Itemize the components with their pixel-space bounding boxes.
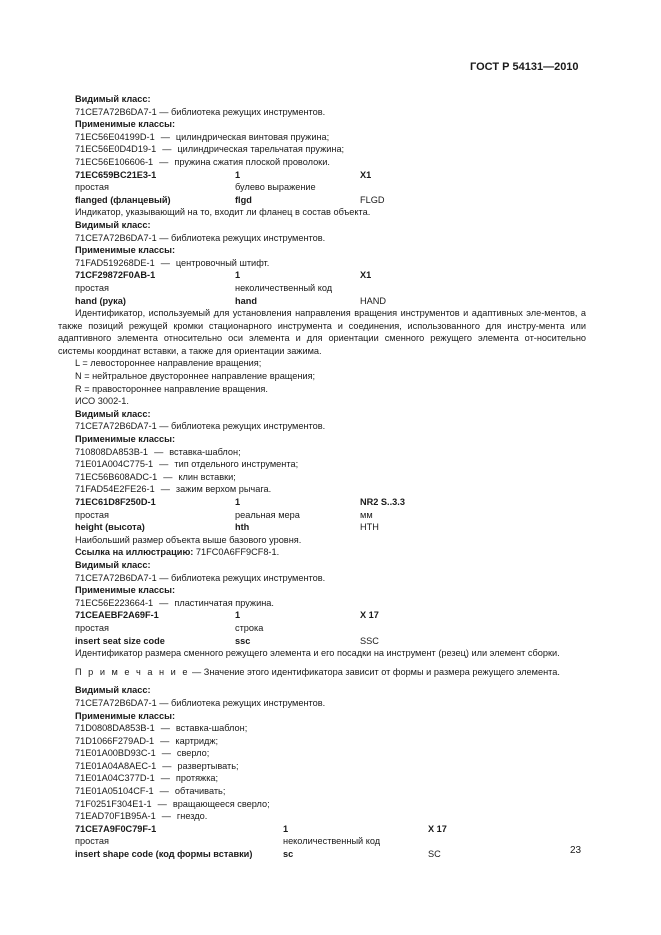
- class-description: цилиндрическая винтовая пружина;: [175, 131, 330, 142]
- visible-class-label: Видимый класс:: [75, 94, 151, 104]
- visible-class-label: Видимый класс:: [75, 559, 151, 570]
- class-dash: —: [160, 131, 170, 142]
- class-description: протяжка;: [175, 773, 219, 784]
- property-code: SC: [428, 849, 441, 860]
- class-description: цилиндрическая тарельчатая пружина;: [177, 144, 345, 155]
- property-format: X 17: [360, 610, 379, 621]
- applicable-class-item: [58, 458, 586, 471]
- class-dash: —: [160, 257, 170, 268]
- applicable-class-item: [58, 798, 586, 811]
- property-type: простая: [75, 182, 109, 193]
- applicable-class-item: [58, 483, 586, 496]
- property-name: insert shape code (код формы вставки): [75, 849, 253, 860]
- applicable-classes-label: Применимые классы:: [75, 585, 176, 596]
- class-description: сверло;: [176, 748, 210, 759]
- applicable-class-item: [58, 471, 586, 484]
- value-item: L = левостороннее направление вращения;: [75, 358, 262, 369]
- property-type: простая: [75, 836, 109, 847]
- property-code: SSC: [360, 635, 379, 646]
- class-dash: —: [159, 156, 169, 167]
- property-name: hand (рука): [75, 295, 126, 306]
- property-row: [58, 609, 586, 622]
- visible-class-label: Видимый класс:: [75, 685, 151, 696]
- class-dash: —: [154, 446, 164, 457]
- class-code: 71E01A004C775-1: [75, 459, 154, 470]
- class-description: пластинчатая пружина.: [174, 597, 274, 608]
- property-datatype: неколичественный код: [283, 836, 381, 847]
- standard-reference: ИСО 3002-1.: [75, 396, 129, 407]
- applicable-class-item: [58, 785, 586, 798]
- property-row: [58, 282, 586, 295]
- applicable-classes-label: Применимые классы:: [75, 245, 176, 256]
- property-row: [58, 181, 586, 194]
- class-description: вращающееся сверло;: [172, 798, 270, 809]
- class-code: 71EC56E04199D-1: [75, 131, 155, 142]
- class-description: вставка-шаблон;: [175, 723, 248, 734]
- applicable-class-item: [58, 156, 586, 169]
- applicable-class-item: [58, 810, 586, 823]
- illustration-reference: [58, 546, 586, 559]
- applicable-classes-list: [58, 446, 586, 496]
- property-unit: мм: [360, 509, 373, 520]
- property-row: [58, 295, 586, 308]
- visible-class-label: Видимый класс:: [75, 219, 151, 230]
- property-code: HAND: [360, 295, 387, 306]
- property-row: [58, 835, 586, 848]
- class-code: 71E01A05104CF-1: [75, 786, 154, 797]
- property-code: FLGD: [360, 194, 385, 205]
- property-row: [58, 635, 586, 648]
- visible-class-value: 71CE7A72B6DA7-1 — библиотека режущих инструментов.: [75, 421, 326, 432]
- applicable-classes-label: Применимые классы:: [75, 119, 176, 130]
- property-short: flgd: [235, 194, 252, 205]
- property-short: hth: [235, 522, 250, 533]
- class-dash: —: [161, 811, 171, 822]
- illustration-label: Ссылка на иллюстрацию:: [75, 547, 194, 558]
- property-description: Наибольший размер объекта выше базового уровня.: [75, 534, 302, 545]
- applicable-class-item: [58, 446, 586, 459]
- class-code: 71EC56B608ADC-1: [75, 471, 158, 482]
- applicable-classes-list: [58, 131, 586, 169]
- property-row: [58, 848, 586, 861]
- class-description: пружина сжатия плоской проволоки.: [174, 156, 330, 167]
- class-dash: —: [159, 597, 169, 608]
- applicable-classes-label: Применимые классы:: [75, 434, 176, 445]
- property-short: hand: [235, 295, 257, 306]
- class-code: 71E01A04C377D-1: [75, 773, 155, 784]
- note-text: Значение этого идентификатора зависит от формы и размера режущего элемента.: [203, 666, 560, 677]
- property-short: ssc: [235, 635, 251, 646]
- property-count: 1: [283, 823, 289, 834]
- applicable-classes-list: [58, 257, 586, 270]
- class-dash: —: [163, 471, 173, 482]
- property-name-en: flanged (фланцевый): [75, 194, 171, 205]
- property-row: [58, 509, 586, 522]
- applicable-classes-list: [58, 597, 586, 610]
- property-type: простая: [75, 509, 109, 520]
- applicable-class-item: [58, 760, 586, 773]
- class-dash: —: [159, 786, 169, 797]
- property-count: 1: [235, 610, 241, 621]
- class-code: 71EC56E223664-1: [75, 597, 154, 608]
- property-count: 1: [235, 169, 241, 180]
- illustration-id: 71FC0A6FF9CF8-1.: [195, 547, 280, 558]
- class-dash: —: [162, 760, 172, 771]
- property-name: insert seat size code: [75, 635, 165, 646]
- property-row: [58, 622, 586, 635]
- class-code: 71FAD519268DE-1: [75, 257, 155, 268]
- class-description: развертывать;: [177, 760, 239, 771]
- visible-class-value: 71CE7A72B6DA7-1 — библиотека режущих инструментов.: [75, 232, 326, 243]
- class-description: картридж;: [175, 735, 219, 746]
- class-code: 71EC56E106606-1: [75, 156, 154, 167]
- property-name: height (высота): [75, 522, 145, 533]
- property-row: [58, 269, 586, 282]
- document-id: ГОСТ Р 54131—2010: [470, 61, 579, 73]
- applicable-classes-list: [58, 722, 586, 823]
- class-code: 71F0251F304E1-1: [75, 798, 152, 809]
- applicable-classes-label: Применимые классы:: [75, 710, 176, 721]
- property-description: Индикатор, указывающий на то, входит ли фланец в состав объекта.: [75, 207, 371, 218]
- property-datatype: строка: [235, 622, 264, 633]
- class-code: 71FAD54E2FE26-1: [75, 484, 155, 495]
- property-description: Идентификатор размера сменного режущего элемента и его посадки на инструмент (резец) или элемент сборки.: [75, 648, 560, 659]
- value-item: R = правостороннее направление вращения.: [75, 383, 268, 394]
- applicable-class-item: [58, 131, 586, 144]
- property-id: 71EC659BC21E3-1: [75, 169, 157, 180]
- applicable-class-item: [58, 735, 586, 748]
- note: [58, 666, 586, 679]
- class-description: обтачивать;: [174, 786, 226, 797]
- property-id: 71CEAEBF2A69F-1: [75, 610, 159, 621]
- property-row: [58, 496, 586, 509]
- property-id: 71CF29872F0AB-1: [75, 270, 156, 281]
- class-description: вставка-шаблон;: [169, 446, 241, 457]
- visible-class-value: 71CE7A72B6DA7-1 — библиотека режущих инструментов.: [75, 572, 326, 583]
- visible-class-value: 71CE7A72B6DA7-1 — библиотека режущих инструментов.: [75, 106, 326, 117]
- note-dash: —: [192, 666, 202, 677]
- applicable-class-item: [58, 747, 586, 760]
- property-name: [75, 194, 171, 207]
- class-dash: —: [160, 735, 170, 746]
- class-description: центровочный штифт.: [175, 257, 270, 268]
- class-dash: —: [160, 773, 170, 784]
- property-count: 1: [235, 497, 241, 507]
- property-format: X1: [360, 169, 372, 180]
- property-format: X 17: [428, 823, 447, 834]
- class-description: зажим верхом рычага.: [175, 484, 272, 495]
- class-dash: —: [157, 798, 167, 809]
- class-code: 71D0808DA853B-1: [75, 723, 155, 734]
- class-dash: —: [161, 748, 171, 759]
- property-short: sc: [283, 849, 294, 860]
- property-code: HTH: [360, 522, 379, 533]
- property-row: [58, 521, 586, 534]
- applicable-class-item: [58, 722, 586, 735]
- property-row: [58, 194, 586, 207]
- property-format: NR2 S..3.3: [360, 497, 405, 507]
- applicable-class-item: [58, 597, 586, 610]
- property-datatype: реальная мера: [235, 509, 300, 520]
- value-item: N = нейтральное двустороннее направление вращения;: [75, 371, 316, 382]
- class-code: 71EC56E0D4D19-1: [75, 144, 157, 155]
- visible-class-value: 71CE7A72B6DA7-1 — библиотека режущих инструментов.: [75, 697, 326, 708]
- applicable-class-item: [58, 257, 586, 270]
- applicable-class-item: [58, 772, 586, 785]
- class-code: 71D1066F279AD-1: [75, 735, 155, 746]
- applicable-class-item: [58, 143, 586, 156]
- property-type: простая: [75, 282, 109, 293]
- property-description: Идентификатор, используемый для установления направления вращения инструментов и адаптивных эле-ментов, а также позиций режущей кромки стационарного инструмента и соединения, использованного для инстру-мента или адаптивного элемента относительно оси элемента и для ориентации сменного режущего элемента от-носительно системы координат вставки, а также для ориентации зажима.: [58, 308, 586, 356]
- visible-class-label: Видимый класс:: [75, 408, 151, 419]
- property-type: простая: [75, 622, 109, 633]
- page-content: [58, 93, 586, 861]
- class-dash: —: [160, 484, 170, 495]
- property-datatype: неколичественный код: [235, 282, 333, 293]
- property-format: X1: [360, 270, 372, 281]
- class-code: 71E01A00BD93C-1: [75, 748, 156, 759]
- class-dash: —: [159, 459, 169, 470]
- class-description: гнездо.: [176, 811, 208, 822]
- class-code: 710808DA853B-1: [75, 446, 149, 457]
- property-row: [58, 823, 586, 836]
- property-datatype: булево выражение: [235, 182, 316, 193]
- property-id: 71EC61D8F250D-1: [75, 497, 156, 507]
- property-row: [58, 169, 586, 182]
- class-description: тип отдельного инструмента;: [174, 459, 299, 470]
- class-code: 71E01A04A8AEC-1: [75, 760, 157, 771]
- class-code: 71EAD70F1B95A-1: [75, 811, 156, 822]
- property-id: 71CE7A9F0C79F-1: [75, 823, 157, 834]
- note-label: П р и м е ч а н и е: [75, 666, 190, 677]
- class-dash: —: [160, 723, 170, 734]
- class-description: клин вставки;: [178, 471, 236, 482]
- class-dash: —: [162, 144, 172, 155]
- page-number: 23: [570, 845, 582, 856]
- property-count: 1: [235, 270, 241, 281]
